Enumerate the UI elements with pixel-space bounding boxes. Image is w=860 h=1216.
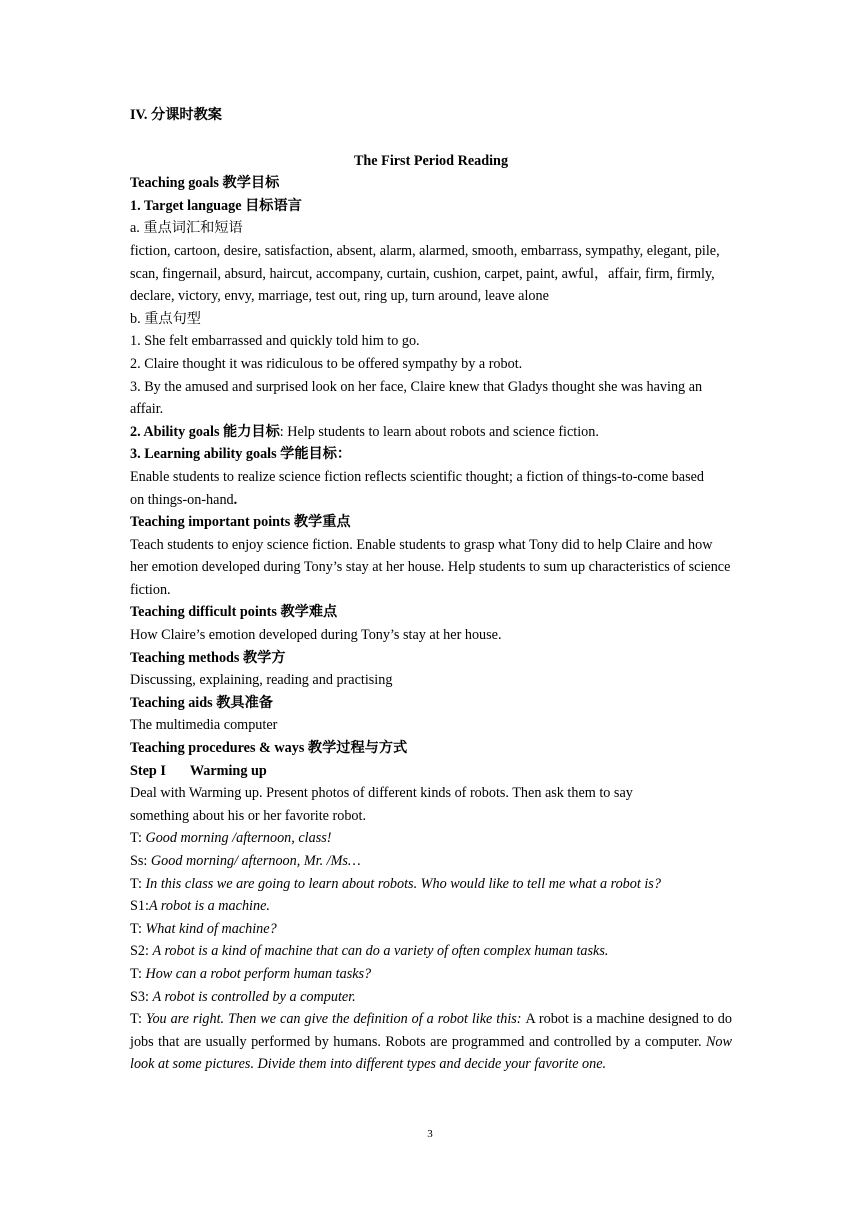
dialogue-line [130,963,732,986]
speaker: T: [130,965,146,982]
vocab-heading: a. 重点词汇和短语 [130,220,243,237]
speaker: S3: [130,988,153,1005]
sentence-item: 1. She felt embarrassed and quickly told him to go. [130,333,420,350]
difficult-points-text: How Claire’s emotion developed during Tony’s stay at her house. [130,627,502,644]
dialogue-line [130,918,732,941]
page-number: 3 [427,1128,433,1140]
learning-ability-body: Enable students to realize science fiction reflects scientific thought; a fiction of things-to-come based on things-on-hand [130,468,704,508]
definition-text: A robot is a machine designed to do jobs that are usually performed by humans. Robots are programmed and controlled by a computer. [130,1011,732,1050]
utterance: In this class we are going to learn about robots. Who would like to tell me what a robot is? [145,875,661,892]
step1-heading [130,760,732,783]
speaker: T: [130,1011,146,1028]
utterance: Good morning /afternoon, class! [145,830,332,847]
learning-ability-period: . [233,491,238,508]
utterance-italic: You are right. Then we can give the definition of a robot like this: [145,1011,526,1028]
section-heading: IV. 分课时教案 [130,107,222,123]
vocab-list: fiction, cartoon, desire, satisfaction, absent, alarm, alarmed, smooth, embarrass, sympathy, elegant, pile, scan, fingernail, absurd, haircut, accompany, curtain, cushion, carpet, paint, awful，affair, firm, firmly, declare, victory, envy, marriage, test out, ring up, turn around, leave alone [130,242,720,305]
ability-goals [130,421,732,444]
ability-goals-text: : Help students to learn about robots and science fiction. [279,423,599,440]
methods-heading: Teaching methods 教学方 [130,649,286,666]
speaker: Ss: [130,853,151,869]
step1-label: Step I [130,762,166,779]
speaker: S1: [130,898,149,915]
utterance: How can a robot perform human tasks? [145,965,372,982]
teaching-goals-heading: Teaching goals 教学目标 [130,175,280,192]
robot-definition-paragraph [130,1008,732,1076]
ability-goals-label: 2. Ability goals 能力目标 [130,423,280,440]
dialogue-line [130,895,732,918]
dialogue-line [130,986,732,1009]
speaker: T: [130,830,146,847]
dialogue-line [130,827,732,850]
learning-ability-text [130,466,732,511]
target-language-heading: 1. Target language 目标语言 [130,197,302,214]
important-points-text: Teach students to enjoy science fiction. Enable students to grasp what Tony did to help Claire and how her emotion developed during Tony’s stay at her house. Help students to sum up characteristics of science fiction. [130,536,731,598]
dialogue-line [130,940,732,963]
sentence-item: 3. By the amused and surprised look on her face, Claire knew that Gladys thought she was having an affair. [130,378,703,418]
aids-text: The multimedia computer [130,717,278,734]
aids-heading: Teaching aids 教具准备 [130,694,273,711]
document-page [130,104,732,1076]
learning-ability-heading: 3. Learning ability goals 学能目标： [130,446,352,463]
difficult-points-heading: Teaching difficult points 教学难点 [130,604,338,621]
utterance: What kind of machine? [145,920,277,937]
dialogue-line [130,850,732,873]
step1-title: Warming up [189,762,267,779]
speaker: T: [130,920,146,937]
period-title: The First Period Reading [353,152,509,169]
utterance: Good morning/ afternoon, Mr. /Ms… [150,853,361,869]
speaker: T: [130,875,146,892]
methods-text: Discussing, explaining, reading and practising [130,672,393,689]
dialogue-line [130,873,732,896]
important-points-heading: Teaching important points 教学重点 [130,514,351,531]
utterance-italic: Now look at some pictures. Divide them into different types and decide your favorite one. [130,1033,732,1073]
utterance: A robot is controlled by a computer. [152,988,356,1005]
utterance: A robot is a machine. [148,898,270,915]
procedures-heading: Teaching procedures & ways 教学过程与方式 [130,740,408,757]
utterance: A robot is a kind of machine that can do a variety of often complex human tasks. [152,943,609,960]
speaker: S2: [130,943,153,960]
sentence-item: 2. Claire thought it was ridiculous to be offered sympathy by a robot. [130,355,523,372]
sentences-heading: b. 重点句型 [130,310,201,327]
step1-text: Deal with Warming up. Present photos of different kinds of robots. Then ask them to say something about his or her favorite robot. [130,785,633,824]
